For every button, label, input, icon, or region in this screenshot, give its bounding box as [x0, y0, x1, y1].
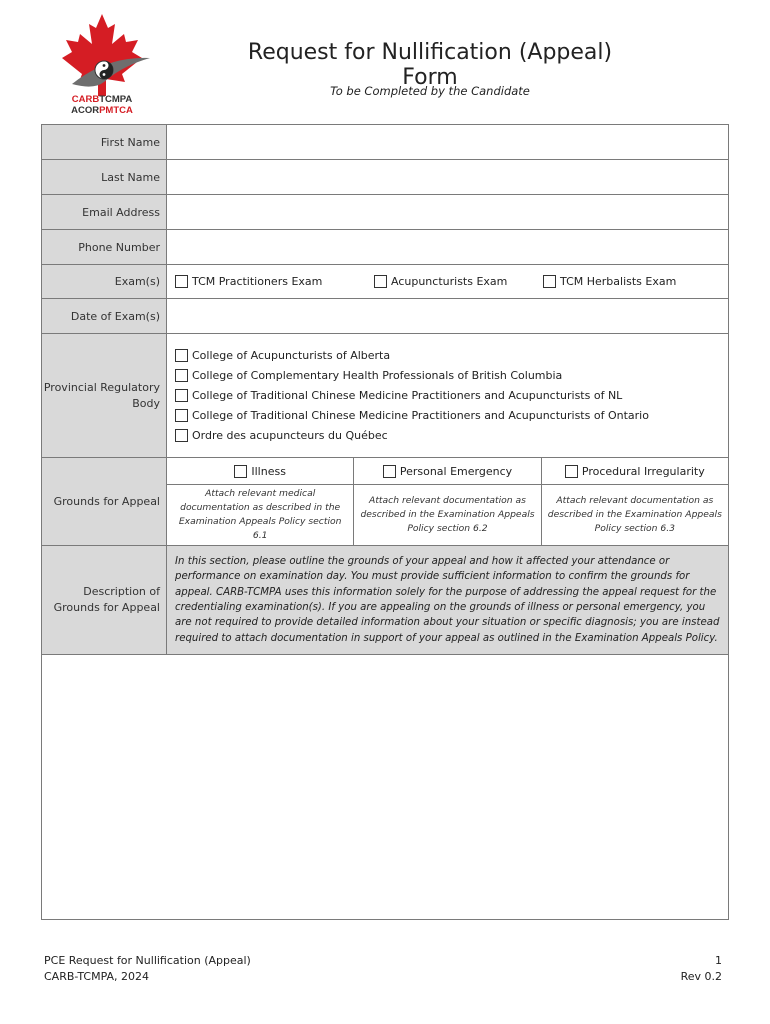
first-name-field[interactable]: [167, 125, 729, 160]
checkbox[interactable]: [175, 349, 188, 362]
exam-date-label: Date of Exam(s): [42, 299, 167, 334]
description-text-area[interactable]: [42, 655, 729, 920]
first-name-label: First Name: [42, 125, 167, 160]
exams-options: [167, 265, 729, 299]
logo-wordmark: CARBTCMPA ACORPMTCA: [71, 94, 133, 116]
page-subtitle: To be Completed by the Candidate: [330, 84, 530, 98]
description-instructions: In this section, please outline the grounds of your appeal and how it affected your attendance or performance on examination day. You must provide sufficient information to confirm the grounds for appeal. CARB-TCMPA uses this information solely for the purpose of addressing the appeal request for the credentialing examination(s). If you are appealing on the grounds of illness or personal emergency, you are not required to provide detailed information about your situation or specific diagnosis; you are instead required to attach documentation in support of your appeal as outlined in the Examination Appeals Policy.: [167, 546, 729, 655]
grounds-column-illness: [167, 458, 353, 545]
page-title: Request for Nullification (Appeal) Form: [247, 40, 613, 90]
grounds-note-emergency: Attach relevant documentation as described in the Examination Appeals Policy section 6.2: [360, 495, 535, 534]
grounds-column-emergency: [353, 458, 540, 545]
last-name-label: Last Name: [42, 160, 167, 195]
description-label: Description of Grounds for Appeal: [42, 546, 167, 655]
footer-doc-name: PCE Request for Nullification (Appeal): [44, 954, 251, 967]
checkbox[interactable]: [374, 275, 387, 288]
grounds-option-emergency[interactable]: Personal Emergency: [383, 465, 512, 478]
page-number: 1: [715, 954, 722, 967]
checkbox[interactable]: [175, 429, 188, 442]
regulatory-body-options: [167, 334, 729, 458]
grounds-option-illness[interactable]: Illness: [234, 465, 286, 478]
grounds-note-irregularity: Attach relevant documentation as described in the Examination Appeals Policy section 6.3: [547, 495, 722, 534]
exam-option-tcm-herbalists[interactable]: TCM Herbalists Exam: [543, 275, 676, 288]
grounds-label: Grounds for Appeal: [42, 458, 167, 546]
exam-option-tcm-practitioners[interactable]: TCM Practitioners Exam: [175, 275, 322, 288]
grounds-column-irregularity: [541, 458, 728, 545]
regulatory-option-ontario[interactable]: College of Traditional Chinese Medicine Practitioners and Acupuncturists of Ontario: [175, 409, 720, 422]
exam-option-acupuncturists[interactable]: Acupuncturists Exam: [374, 275, 507, 288]
checkbox[interactable]: [175, 389, 188, 402]
phone-field[interactable]: [167, 230, 729, 265]
phone-label: Phone Number: [42, 230, 167, 265]
checkbox[interactable]: [175, 369, 188, 382]
last-name-field[interactable]: [167, 160, 729, 195]
appeal-form-table: [41, 124, 729, 920]
email-label: Email Address: [42, 195, 167, 230]
checkbox[interactable]: [175, 409, 188, 422]
checkbox[interactable]: [175, 275, 188, 288]
checkbox[interactable]: [565, 465, 578, 478]
footer-left: [44, 953, 251, 985]
exams-label: Exam(s): [42, 265, 167, 299]
footer-right: [681, 953, 722, 985]
email-field[interactable]: [167, 195, 729, 230]
checkbox[interactable]: [383, 465, 396, 478]
regulatory-option-bc[interactable]: College of Complementary Health Professionals of British Columbia: [175, 369, 720, 382]
regulatory-option-quebec[interactable]: Ordre des acupuncteurs du Québec: [175, 429, 720, 442]
regulatory-body-label: Provincial Regulatory Body: [42, 334, 167, 458]
footer-org-year: CARB-TCMPA, 2024: [44, 970, 150, 983]
regulatory-option-alberta[interactable]: College of Acupuncturists of Alberta: [175, 349, 720, 362]
revision: Rev 0.2: [680, 970, 722, 983]
grounds-option-irregularity[interactable]: Procedural Irregularity: [565, 465, 705, 478]
checkbox[interactable]: [234, 465, 247, 478]
grounds-options: [167, 458, 729, 546]
checkbox[interactable]: [543, 275, 556, 288]
regulatory-option-nl[interactable]: College of Traditional Chinese Medicine Practitioners and Acupuncturists of NL: [175, 389, 720, 402]
grounds-note-illness: Attach relevant medical documentation as described in the Examination Appeals Policy section 6.1: [178, 488, 342, 541]
exam-date-field[interactable]: [167, 299, 729, 334]
